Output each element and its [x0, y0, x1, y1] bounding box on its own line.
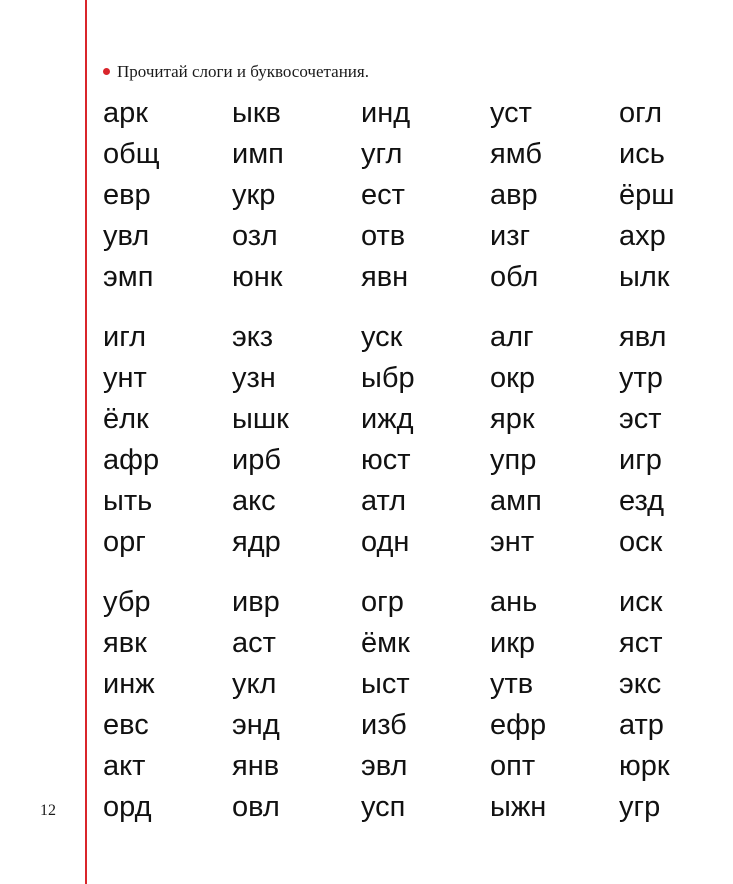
- syllable-table: [103, 93, 733, 847]
- syllable: убр: [103, 586, 151, 618]
- syllable: ыст: [361, 668, 410, 700]
- syllable: огр: [361, 586, 404, 618]
- syllable: езд: [619, 485, 665, 517]
- syllable: акт: [103, 750, 146, 782]
- syllable: иск: [619, 586, 663, 618]
- syllable: ыжн: [490, 791, 547, 823]
- syllable: узн: [232, 362, 276, 394]
- syllable: икр: [490, 627, 536, 659]
- syllable: янв: [232, 750, 280, 782]
- syllable-row: [103, 175, 733, 216]
- syllable-row: [103, 93, 733, 134]
- syllable: унт: [103, 362, 147, 394]
- page-number: 12: [40, 802, 56, 819]
- syllable: ахр: [619, 220, 666, 252]
- syllable-row: [103, 705, 733, 746]
- syllable: алг: [490, 321, 534, 353]
- syllable: угл: [361, 138, 403, 170]
- syllable: эмп: [103, 261, 154, 293]
- syllable: ись: [619, 138, 665, 170]
- syllable: обл: [490, 261, 539, 293]
- syllable: укр: [232, 179, 276, 211]
- syllable-group: [103, 93, 733, 298]
- instruction: [103, 61, 369, 83]
- syllable: ёмк: [361, 627, 410, 659]
- syllable-row: [103, 481, 733, 522]
- syllable: юст: [361, 444, 411, 476]
- syllable: огл: [619, 97, 662, 129]
- syllable: арк: [103, 97, 148, 129]
- syllable: евс: [103, 709, 149, 741]
- syllable: ефр: [490, 709, 547, 741]
- syllable: явл: [619, 321, 667, 353]
- syllable: явк: [103, 627, 147, 659]
- syllable: отв: [361, 220, 406, 252]
- syllable: окр: [490, 362, 535, 394]
- syllable: усп: [361, 791, 406, 823]
- syllable: изб: [361, 709, 407, 741]
- syllable: ыть: [103, 485, 153, 517]
- syllable: ыбр: [361, 362, 415, 394]
- syllable: авр: [490, 179, 538, 211]
- syllable: явн: [361, 261, 409, 293]
- syllable: уст: [490, 97, 532, 129]
- syllable: орд: [103, 791, 152, 823]
- syllable-row: [103, 664, 733, 705]
- margin-line: [85, 0, 87, 884]
- syllable: озл: [232, 220, 278, 252]
- syllable: атр: [619, 709, 664, 741]
- syllable: энт: [490, 526, 535, 558]
- syllable: ёлк: [103, 403, 149, 435]
- syllable-group: [103, 317, 733, 563]
- syllable-row: [103, 134, 733, 175]
- syllable: евр: [103, 179, 151, 211]
- bullet-icon: [103, 68, 110, 75]
- syllable: упр: [490, 444, 537, 476]
- syllable: инд: [361, 97, 411, 129]
- syllable: опт: [490, 750, 536, 782]
- syllable: игр: [619, 444, 662, 476]
- syllable-row: [103, 623, 733, 664]
- syllable: эст: [619, 403, 662, 435]
- syllable: ёрш: [619, 179, 675, 211]
- syllable: уск: [361, 321, 403, 353]
- syllable: овл: [232, 791, 280, 823]
- syllable: экс: [619, 668, 662, 700]
- syllable: изг: [490, 220, 531, 252]
- syllable: юнк: [232, 261, 283, 293]
- syllable: ивр: [232, 586, 280, 618]
- syllable: атл: [361, 485, 407, 517]
- syllable-row: [103, 787, 733, 828]
- syllable-row: [103, 746, 733, 787]
- syllable: ямб: [490, 138, 542, 170]
- syllable: орг: [103, 526, 146, 558]
- syllable: экз: [232, 321, 274, 353]
- syllable: эвл: [361, 750, 408, 782]
- syllable: ыкв: [232, 97, 281, 129]
- syllable: инж: [103, 668, 155, 700]
- syllable-row: [103, 216, 733, 257]
- syllable-row: [103, 582, 733, 623]
- syllable: утв: [490, 668, 534, 700]
- syllable: аст: [232, 627, 276, 659]
- syllable: энд: [232, 709, 280, 741]
- instruction-text: Прочитай слоги и буквосочетания.: [117, 62, 369, 81]
- syllable: оск: [619, 526, 663, 558]
- syllable: афр: [103, 444, 160, 476]
- syllable: утр: [619, 362, 663, 394]
- syllable: укл: [232, 668, 277, 700]
- syllable-row: [103, 399, 733, 440]
- syllable: ярк: [490, 403, 535, 435]
- syllable: акс: [232, 485, 276, 517]
- syllable-row: [103, 522, 733, 563]
- syllable: имп: [232, 138, 284, 170]
- syllable: юрк: [619, 750, 670, 782]
- syllable: амп: [490, 485, 542, 517]
- syllable: ылк: [619, 261, 670, 293]
- syllable-row: [103, 257, 733, 298]
- syllable: ест: [361, 179, 405, 211]
- syllable: ышк: [232, 403, 289, 435]
- syllable: угр: [619, 791, 661, 823]
- syllable: яст: [619, 627, 663, 659]
- syllable: ядр: [232, 526, 281, 558]
- syllable-group: [103, 582, 733, 828]
- syllable: ирб: [232, 444, 281, 476]
- syllable: увл: [103, 220, 150, 252]
- syllable-row: [103, 358, 733, 399]
- syllable: ань: [490, 586, 538, 618]
- syllable: одн: [361, 526, 410, 558]
- syllable: общ: [103, 138, 160, 170]
- syllable-row: [103, 317, 733, 358]
- syllable: игл: [103, 321, 147, 353]
- syllable: ижд: [361, 403, 414, 435]
- syllable-row: [103, 440, 733, 481]
